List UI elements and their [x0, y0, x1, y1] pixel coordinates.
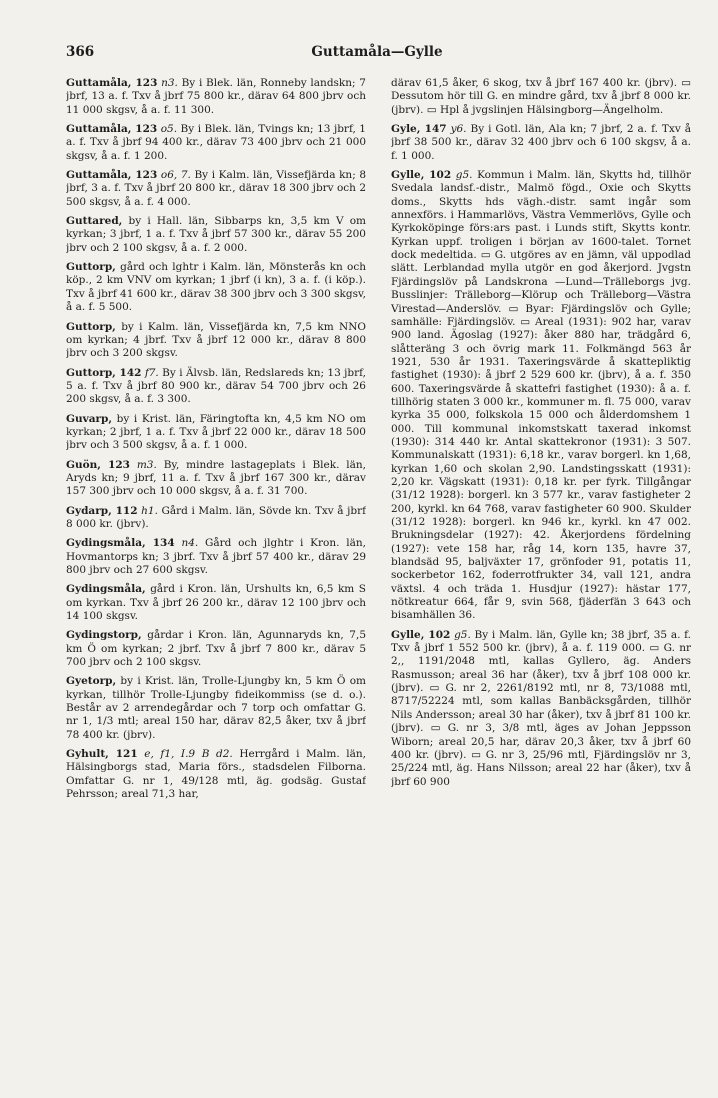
entry-map-ref: o5. [160, 123, 178, 136]
entry-text: by i Krist. län, Färingtofta kn, 4,5 km NO om kyrkan; 2 jbrf, 1 a. f. Txv å jbrf 22 000 kr., därav 18 500 jbrv och 3 500 skgsv, å a. f. 1 000. [66, 412, 366, 452]
right-column [391, 77, 691, 1077]
entry-text: gård i Kron. län, Urshults kn, 6,5 km S om kyrkan. Txv å jbrf 26 200 kr., därav 12 100 jbrv och 14 100 skgsv. [66, 583, 366, 623]
entry-headword: Gydingsmåla, [66, 583, 146, 596]
entry-headword: Guttorp, [66, 320, 116, 333]
entry-text: gårdar i Kron. län, Agunnaryds kn, 7,5 km Ö om kyrkan; 2 jbrf. Txv å jbrf 7 800 kr., därav 5 700 jbrv och 2 100 skgsv. [66, 629, 366, 669]
entry-text: By i Blek. län, Tvings kn; 13 jbrf, 1 a. f. Txv å jbrf 94 400 kr., därav 73 400 jbrv och 21 000 skgsv, å a. f. 1 200. [66, 123, 366, 162]
entry-headword: Guttorp, [66, 261, 116, 274]
entry-headword: Guttamåla, 123 [66, 169, 158, 182]
page-header [66, 44, 688, 62]
entry-headword: Guttamåla, 123 [66, 123, 158, 136]
entry [391, 77, 691, 117]
entry-headword: Guvarp, [66, 412, 113, 425]
entry-map-ref: e, f1, I.9 B d2. [144, 748, 233, 761]
entry [66, 413, 366, 453]
entry-map-ref: h1. [141, 504, 158, 517]
entry [66, 629, 366, 669]
entry-map-ref: o6, 7. [160, 169, 191, 182]
entry-map-ref: y6. [450, 123, 467, 136]
entry [66, 215, 366, 255]
entry [66, 261, 366, 314]
entry-text: by i Hall. län, Sibbarps kn, 3,5 km V om kyrkan; 3 jbrf, 1 a. f. Txv å jbrf 57 300 kr., därav 55 200 jbrv och 2 100 skgsv, å a. f. 2 000. [66, 215, 366, 254]
entry-headword: Gyhult, 121 [66, 748, 138, 761]
entry-text: By i Blek. län, Ronneby landskn; 7 jbrf, 13 a. f. Txv å jbrf 75 800 kr., därav 64 800 jbrv och 11 000 skgsv, å a. f. 11 300. [66, 77, 366, 116]
entry-text: Gård och jlghtr i Kron. län, Hovmantorps kn; 3 jbrf. Txv å jbrf 57 400 kr., därav 29 800 jbrv och 27 600 skgsv. [66, 537, 366, 576]
entry-headword: Gylle, 102 [391, 169, 452, 182]
entry-text: By i Älvsb. län, Redslareds kn; 13 jbrf, 5 a. f. Txv å jbrf 80 900 kr., därav 54 700 jbrv och 26 200 skgsv, å a. f. 3 300. [66, 366, 366, 406]
entry-headword: Gyle, 147 [391, 123, 447, 136]
entry [391, 123, 691, 163]
entry-headword: Gydingsmåla, 134 [66, 537, 175, 550]
entry-headword: Guttamåla, 123 [66, 77, 158, 89]
entry [66, 77, 366, 117]
entry-text: By i Gotl. län, Ala kn; 7 jbrf, 2 a. f. Txv å jbrf 38 500 kr., därav 32 400 jbrv och 6 100 skgsv, å a. f. 1 000. [391, 123, 691, 162]
entry-headword: Guön, 123 [66, 458, 130, 471]
entry-headword: Gydarp, 112 [66, 504, 138, 517]
entry [66, 583, 366, 623]
entry [66, 367, 366, 407]
entry-headword: Guttorp, 142 [66, 366, 142, 379]
entry-text: By i Kalm. län, Vissefjärda kn; 8 jbrf, 3 a. f. Txv å jbrf 20 800 kr., därav 18 300 jbrv och 2 500 skgsv, å a. f. 4 000. [66, 169, 366, 208]
entry-headword: Gylle, 102 [391, 628, 451, 641]
entry-text: By i Malm. län, Gylle kn; 38 jbrf, 35 a. f. Txv å jbrf 1 552 500 kr. (jbrv), å a. f. 119 000. ▭ G. nr 2,, 1191/2048 mtl, kallas Gyllero, äg. Anders Rasmusson; areal 36 har (åker), txv å jbrf 108 000 kr. (jbrv). ▭ G. nr 2, 2261/8192 mtl, nr 8, 73/1088 mtl, 8717/52224 mtl, som kallas Banbäcksgården, tillhör Nils Andersson; areal 30 har (åker), txv å jbrf 81 100 kr. (jbrv). ▭ G. nr 3, 3/8 mtl, äges av Johan Jeppsson Wiborn; areal 20,5 har, därav 20,3 åker, txv å jbrf 60 400 kr. (jbrv). ▭ G. nr 3, 25/96 mtl, Fjärdingslöv nr 3, 25/224 mtl, äg. Hans Nilsson; areal 22 har (åker), txv å jbrf 60 900 [391, 628, 691, 788]
entry [66, 459, 366, 499]
entry-text: därav 61,5 åker, 6 skog, txv å jbrf 167 400 kr. (jbrv). ▭ Dessutom hör till G. en mindre gård, txv å jbrf 8 000 kr. (jbrv). ▭ Hpl å jvgslinjen Hälsingborg—Ängelholm. [391, 77, 691, 116]
entry-text: Herrgård i Malm. län, Hälsingborgs stad, Maria förs., stadsdelen Filborna. Omfattar G. nr 1, 49/128 mtl, äg. godsäg. Gustaf Pehrsson; areal 71,3 har, [66, 748, 366, 801]
entry-text: by i Kalm. län, Vissefjärda kn, 7,5 km NNO om kyrkan; 4 jbrf. Txv å jbrf 12 000 kr., därav 8 800 jbrv och 3 200 skgsv. [66, 320, 366, 360]
entry [66, 321, 366, 361]
entry-map-ref: g5. [455, 169, 473, 182]
entry [66, 537, 366, 577]
left-column [66, 77, 366, 1077]
entry-map-ref: f7. [144, 366, 159, 379]
running-head: Guttamåla—Gylle [311, 44, 443, 60]
entry [66, 675, 366, 742]
entry-text: Kommun i Malm. län, Skytts hd, tillhör Svedala landsf.-distr., Malmö fögd., Oxie och Skytts doms., Skytts hds vägh.-distr. samt ingår som annexförs. i Hammarlövs, Västra Vemmerlövs, Gylle och Kyrkoköpinge förs:ars past. i Lunds stift, Skytts kontr. Kyrkan uppf. troligen i början av 1600-talet. Tornet dock medeltida. ▭ G. utgöres av en jämn, väl uppodlad slätt. Lerblandad mylla utgör en god åkerjord. Jvgstn Fjärdingslöv på Landskrona —Lund—Trälleborgs jvg. Busslinjer: Trälleborg—Klörup och Trälleborg—Västra Virestad—Anderslöv. ▭ Byar: Fjärdingslöv och Gylle; samhälle: Fjärdingslöv. ▭ Areal (1931): 902 har, varav 900 land. Ägoslag (1927): åker 880 har, trädgård 6, slåtteräng 3 och övrig mark 11. Folkmängd 563 år 1921, 530 år 1931. Taxeringsvärde å skattepliktig fastighet (1930): å jbrf 2 529 600 kr. (jbrv), å a. f. 350 600. Taxeringsvärde å skattefri fastighet (1930): å a. f. tillhörig staten 3 000 kr., kommuner m. fl. 75 000, varav kyrka 35 000, folkskola 15 000 och ålderdomshem 1 000. Till kommunal inkomstskatt taxerad inkomst (1930): 314 440 kr. Antal skattekronor (1931): 3 507. Kommunalskatt (1931): 6,18 kr., varav borgerl. kn 1,68, kyrkan 1,60 och skolan 2,90. Landstingsskatt (1931): 2,20 kr. Vägskatt (1931): 0,18 kr. per fyrk. Tillgångar (31/12 1928): borgerl. kn 3 577 kr., varav fastigheter 2 200, kyrkl. kn 64 768, varav fastigheter 60 900. Skulder (31/12 1928): borgerl. kn 946 kr., kyrkl. kn 47 002. Brukningsdelar (1927): 42. Åkerjordens fördelning (1927): vete 158 har, råg 14, korn 135, havre 37, blandsäd 95, baljväxter 17, grönfoder 91, potatis 11, sockerbetor 162, foderrotfrukter 34, vall 121, andra växtsl. 4 och träda 1. Husdjur (1927): hästar 177, nötkreatur 664, får 9, svin 568, fjäderfän 3 643 och bisamhällen 36. [391, 169, 691, 622]
entry-text: by i Krist. län, Trolle-Ljungby kn, 5 km Ö om kyrkan, tillhör Trolle-Ljungby fideikommiss (se d. o.). Består av 2 arrendegårdar och 7 torp och omfattar G. nr 1, 1/3 mtl; areal 150 har, därav 82,5 åker, txv å jbrf 78 400 kr. (jbrv). [66, 675, 366, 741]
entry-text: gård och lghtr i Kalm. län, Mönsterås kn och köp., 2 km VNV om kyrkan; 1 jbrf (i kn), 3 a. f. (i köp.). Txv å jbrf 41 600 kr., därav 38 300 jbrv och 3 300 skgsv, å a. f. 5 500. [66, 261, 366, 314]
entry-headword: Guttared, [66, 215, 123, 228]
entry-text: Gård i Malm. län, Sövde kn. Txv å jbrf 8 000 kr. (jbrv). [66, 504, 366, 530]
entry [391, 629, 691, 789]
page-number: 366 [66, 44, 95, 60]
entry-map-ref: g5. [454, 628, 471, 641]
entry-map-ref: n3. [161, 77, 178, 89]
entry [391, 169, 691, 623]
entry-headword: Gydingstorp, [66, 629, 142, 642]
entry [66, 169, 366, 209]
entry-map-ref: n4. [181, 537, 199, 550]
entry-map-ref: m3. [136, 458, 157, 471]
entry [66, 505, 366, 532]
entry [66, 748, 366, 801]
entry-text: By, mindre lastageplats i Blek. län, Aryds kn; 9 jbrf, 11 a. f. Txv å jbrf 167 300 kr., därav 157 300 jbrv och 10 000 skgsv, å a. f. 31 700. [66, 458, 366, 498]
entry-headword: Gyetorp, [66, 675, 117, 688]
entry [66, 123, 366, 163]
